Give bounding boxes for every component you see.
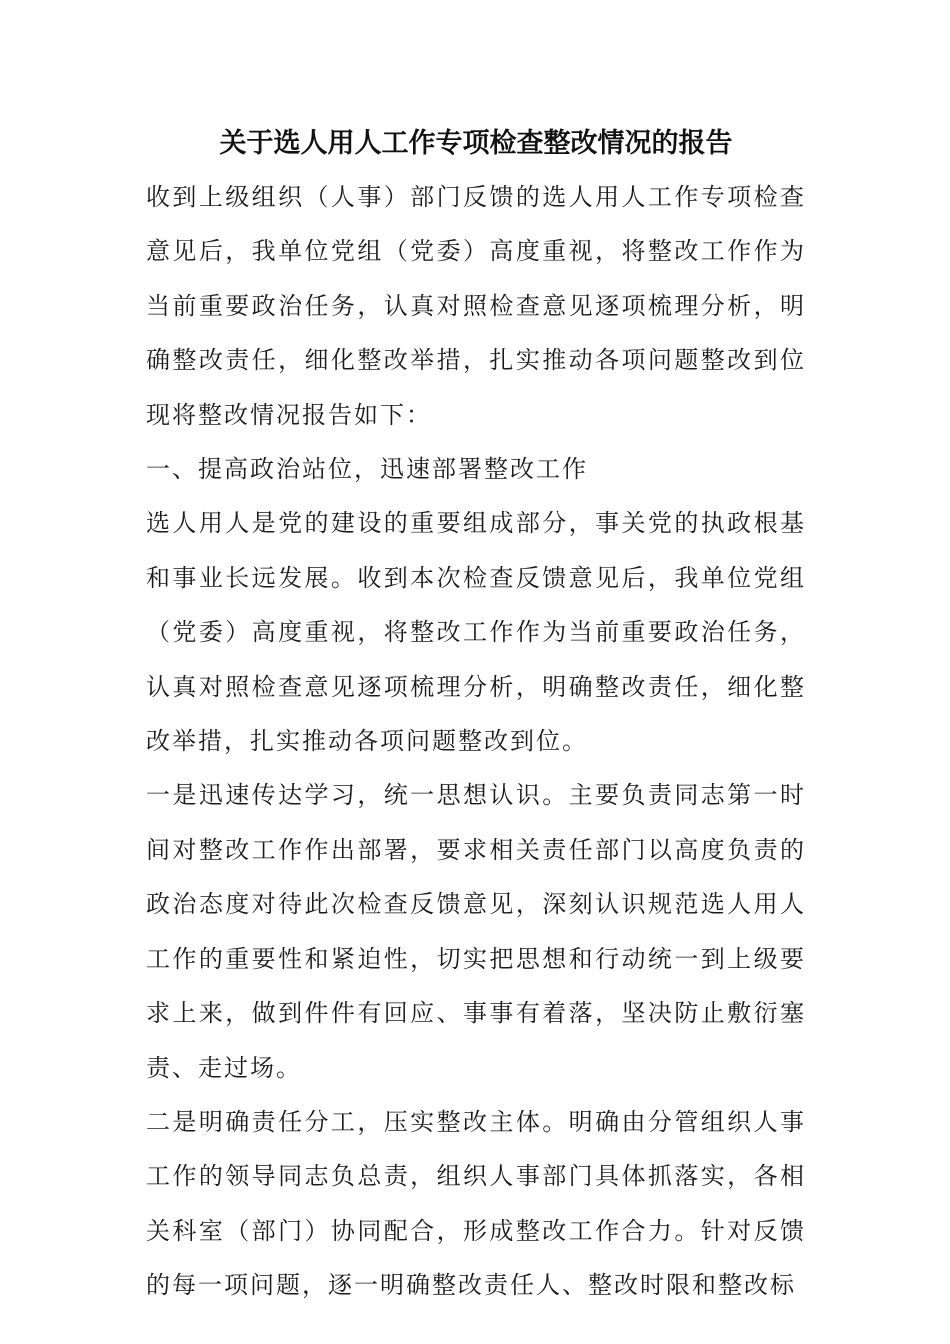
document-body: [146, 118, 806, 1313]
intro-paragraph: 收到上级组织（人事）部门反馈的选人用人工作专项检查意见后，我单位党组（党委）高度重视，将整改工作作为当前重要政治任务，认真对照检查意见逐项梳理分析，明确整改责任，细化整改举措，扎实推动各项问题整改到位现将整改情况报告如下：: [146, 183, 806, 429]
section-heading-1: 一、提高政治站位，迅速部署整改工作: [146, 455, 588, 484]
point-two-paragraph: 二是明确责任分工，压实整改主体。明确由分管组织人事工作的领导同志负总责，组织人事部门具体抓落实，各相关科室（部门）协同配合，形成整改工作合力。针对反馈的每一项问题，逐一明确整改责任人、整改时限和整改标: [146, 1107, 806, 1300]
section-1-paragraph: 选人用人是党的建设的重要组成部分，事关党的执政根基和事业长远发展。收到本次检查反馈意见后，我单位党组（党委）高度重视，将整改工作作为当前重要政治任务，认真对照检查意见逐项梳理分析，明确整改责任，细化整改举措，扎实推动各项问题整改到位。: [146, 509, 806, 756]
point-one-paragraph: 一是迅速传达学习，统一思想认识。主要负责同志第一时间对整改工作作出部署，要求相关责任部门以高度负责的政治态度对待此次检查反馈意见，深刻认识规范选人用人工作的重要性和紧迫性，切实把思想和行动统一到上级要求上来，做到件件有回应、事事有着落，坚决防止敷衍塞责、走过场。: [146, 781, 806, 1082]
document-title: 关于选人用人工作专项检查整改情况的报告: [219, 128, 733, 159]
